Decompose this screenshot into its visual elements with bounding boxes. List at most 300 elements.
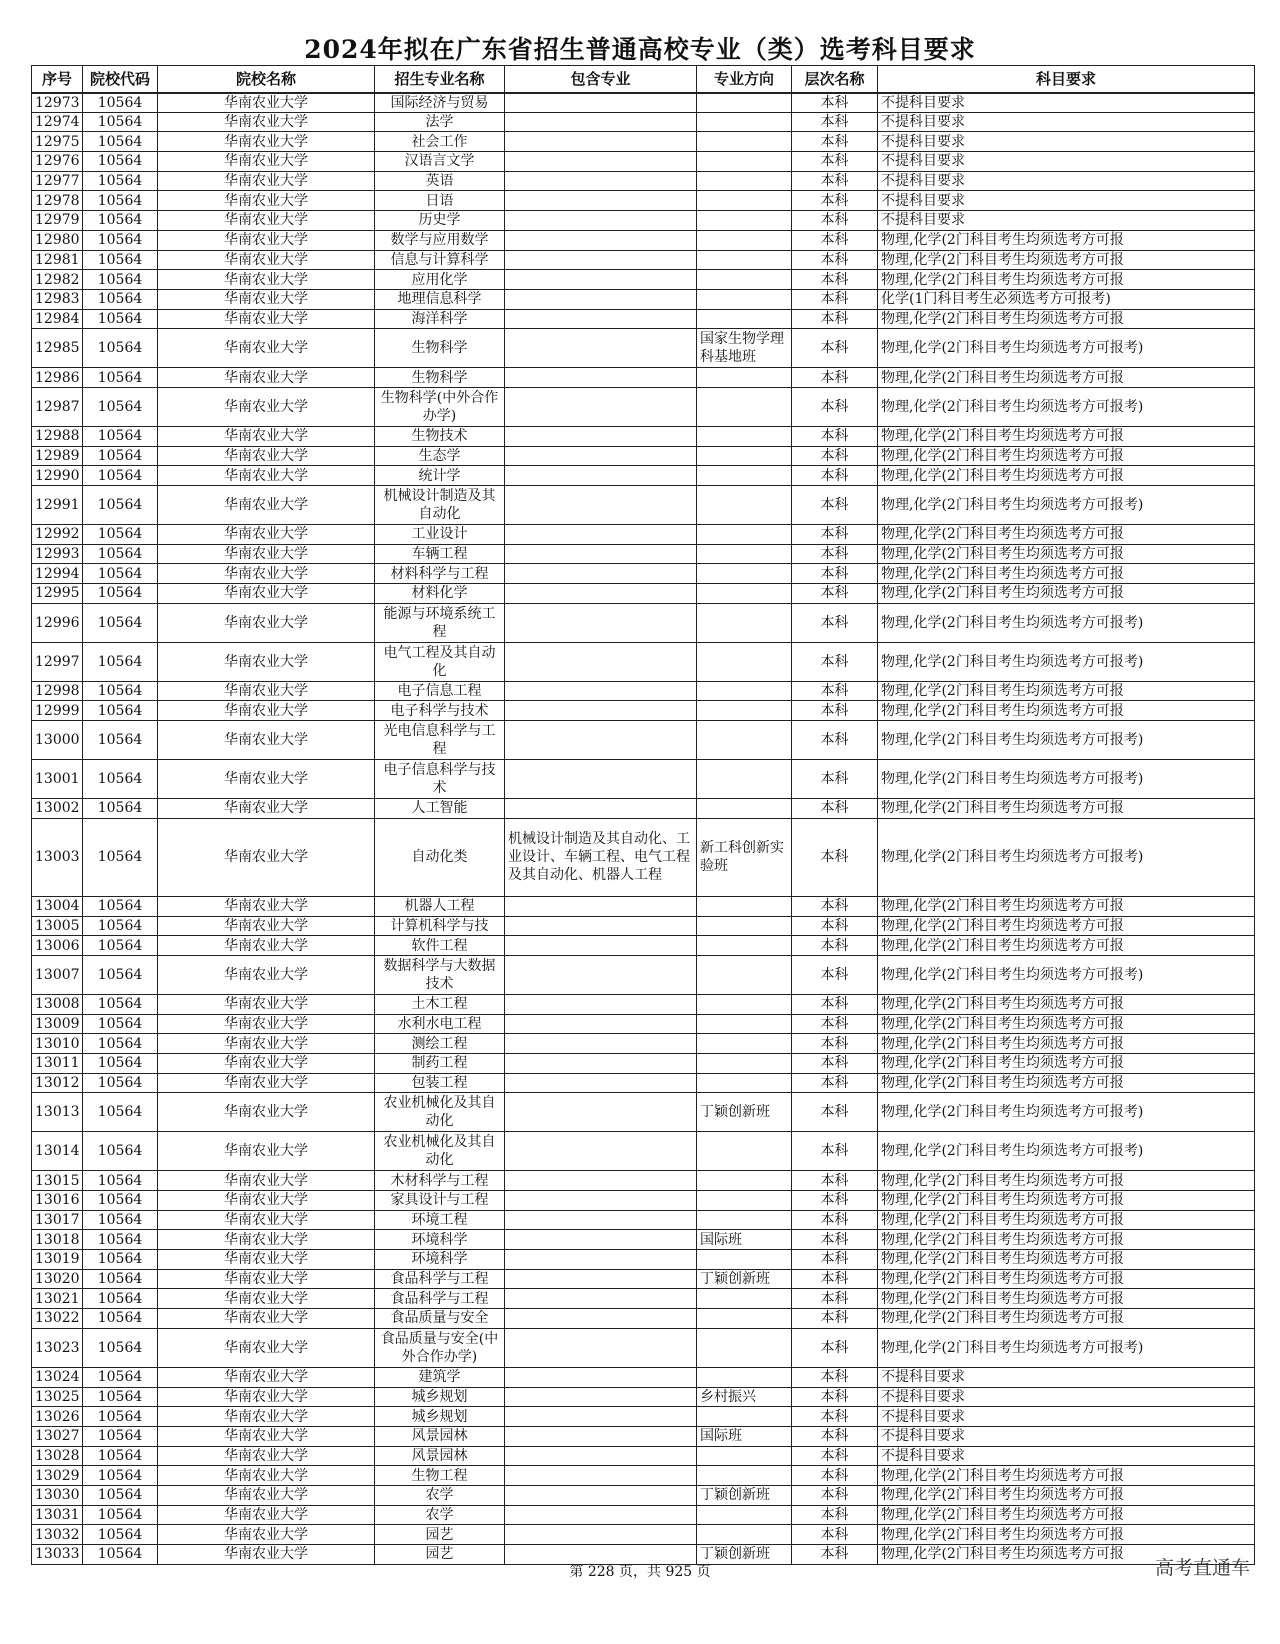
table-cell <box>697 896 792 916</box>
table-cell: 12974 <box>32 112 83 132</box>
table-cell: 丁颖创新班 <box>697 1485 792 1505</box>
table-cell: 环境工程 <box>375 1210 505 1230</box>
table-cell: 物理,化学(2门科目考生均须选考方可报考) <box>878 387 1255 426</box>
table-cell <box>505 191 697 211</box>
table-cell <box>697 936 792 956</box>
table-cell: 物理,化学(2门科目考生均须选考方可报考) <box>878 1132 1255 1171</box>
table-cell: 物理,化学(2门科目考生均须选考方可报 <box>878 584 1255 604</box>
table-cell: 物理,化学(2门科目考生均须选考方可报考) <box>878 721 1255 760</box>
table-cell <box>505 936 697 956</box>
table-cell: 英语 <box>375 171 505 191</box>
table-cell: 华南农业大学 <box>158 1387 375 1407</box>
table-cell: 本科 <box>792 93 878 113</box>
table-cell: 10564 <box>83 1210 158 1230</box>
table-cell: 生物科学 <box>375 368 505 388</box>
table-cell: 13014 <box>32 1132 83 1171</box>
table-cell: 车辆工程 <box>375 544 505 564</box>
table-cell: 物理,化学(2门科目考生均须选考方可报 <box>878 681 1255 701</box>
table-cell: 物理,化学(2门科目考生均须选考方可报 <box>878 1053 1255 1073</box>
table-cell <box>505 309 697 329</box>
table-cell <box>505 387 697 426</box>
table-cell <box>697 525 792 545</box>
table-cell: 10564 <box>83 818 158 896</box>
table-cell: 本科 <box>792 936 878 956</box>
table-cell: 电子信息工程 <box>375 681 505 701</box>
table-cell: 本科 <box>792 818 878 896</box>
table-cell: 本科 <box>792 1545 878 1565</box>
table-cell <box>505 132 697 152</box>
page-title: 2024年拟在广东省招生普通高校专业（类）选考科目要求 <box>304 35 976 64</box>
table-row <box>32 368 1255 388</box>
table-cell: 本科 <box>792 1269 878 1289</box>
table-cell <box>697 1014 792 1034</box>
table-cell: 本科 <box>792 1328 878 1367</box>
table-row <box>32 818 1255 896</box>
table-cell: 华南农业大学 <box>158 191 375 211</box>
table-cell: 物理,化学(2门科目考生均须选考方可报 <box>878 1545 1255 1565</box>
table-cell: 国际班 <box>697 1230 792 1250</box>
table-cell: 法学 <box>375 112 505 132</box>
table-cell: 12978 <box>32 191 83 211</box>
table-cell: 本科 <box>792 721 878 760</box>
table-cell <box>697 1367 792 1387</box>
table-cell: 本科 <box>792 544 878 564</box>
table-cell: 本科 <box>792 799 878 819</box>
table-cell: 本科 <box>792 250 878 270</box>
table-cell: 物理,化学(2门科目考生均须选考方可报 <box>878 564 1255 584</box>
table-cell: 华南农业大学 <box>158 230 375 250</box>
table-cell <box>505 1505 697 1525</box>
table-cell: 本科 <box>792 1014 878 1034</box>
table-row <box>32 1230 1255 1250</box>
col-header: 序号 <box>32 66 83 93</box>
table-row <box>32 1014 1255 1034</box>
table-cell: 本科 <box>792 603 878 642</box>
table-cell <box>505 112 697 132</box>
table-cell <box>505 1230 697 1250</box>
table-cell: 本科 <box>792 642 878 681</box>
table-cell: 13021 <box>32 1289 83 1309</box>
table-cell: 10564 <box>83 603 158 642</box>
table-row <box>32 955 1255 994</box>
table-cell <box>505 994 697 1014</box>
table-cell: 10564 <box>83 1073 158 1093</box>
table-cell: 物理,化学(2门科目考生均须选考方可报考) <box>878 642 1255 681</box>
table-cell: 13027 <box>32 1426 83 1446</box>
table-cell: 12984 <box>32 309 83 329</box>
table-cell: 农业机械化及其自动化 <box>375 1132 505 1171</box>
table-cell: 华南农业大学 <box>158 289 375 309</box>
table-cell: 华南农业大学 <box>158 171 375 191</box>
table-cell: 地理信息科学 <box>375 289 505 309</box>
table-cell: 华南农业大学 <box>158 994 375 1014</box>
table-cell: 物理,化学(2门科目考生均须选考方可报考) <box>878 955 1255 994</box>
table-cell: 家具设计与工程 <box>375 1191 505 1211</box>
table-cell: 本科 <box>792 1367 878 1387</box>
table-cell: 13002 <box>32 799 83 819</box>
col-header: 院校名称 <box>158 66 375 93</box>
table-cell: 华南农业大学 <box>158 603 375 642</box>
table-cell: 13013 <box>32 1093 83 1132</box>
table-cell <box>697 1446 792 1466</box>
table-cell: 华南农业大学 <box>158 1426 375 1446</box>
table-cell: 华南农业大学 <box>158 1367 375 1387</box>
table-cell: 环境科学 <box>375 1230 505 1250</box>
table-cell: 13016 <box>32 1191 83 1211</box>
table-cell: 物理,化学(2门科目考生均须选考方可报 <box>878 309 1255 329</box>
table-cell: 木材科学与工程 <box>375 1171 505 1191</box>
table-cell <box>505 760 697 799</box>
table-cell <box>697 681 792 701</box>
table-cell: 环境科学 <box>375 1250 505 1270</box>
table-cell <box>505 896 697 916</box>
table-cell <box>697 1053 792 1073</box>
table-cell <box>697 112 792 132</box>
table-cell: 不提科目要求 <box>878 132 1255 152</box>
table-cell: 物理,化学(2门科目考生均须选考方可报 <box>878 1525 1255 1545</box>
table-cell: 华南农业大学 <box>158 132 375 152</box>
table-cell: 10564 <box>83 896 158 916</box>
table-row <box>32 132 1255 152</box>
table-cell: 12990 <box>32 466 83 486</box>
table-row <box>32 1034 1255 1054</box>
table-cell: 丁颖创新班 <box>697 1269 792 1289</box>
table-cell: 华南农业大学 <box>158 818 375 896</box>
table-cell: 华南农业大学 <box>158 1210 375 1230</box>
table-row <box>32 1466 1255 1486</box>
table-cell: 不提科目要求 <box>878 1387 1255 1407</box>
table-cell <box>697 1034 792 1054</box>
table-cell: 本科 <box>792 1485 878 1505</box>
table-cell <box>697 1407 792 1427</box>
table-cell: 华南农业大学 <box>158 955 375 994</box>
table-row <box>32 152 1255 172</box>
table-row <box>32 250 1255 270</box>
table-cell: 本科 <box>792 466 878 486</box>
table-row <box>32 1426 1255 1446</box>
table-cell: 华南农业大学 <box>158 936 375 956</box>
table-cell: 13008 <box>32 994 83 1014</box>
table-cell <box>505 270 697 290</box>
table-row <box>32 1505 1255 1525</box>
table-cell: 13024 <box>32 1367 83 1387</box>
table-row <box>32 760 1255 799</box>
table-cell: 生物科学 <box>375 329 505 368</box>
table-cell: 13009 <box>32 1014 83 1034</box>
table-cell: 不提科目要求 <box>878 112 1255 132</box>
table-row <box>32 309 1255 329</box>
table-cell <box>505 446 697 466</box>
table-cell: 不提科目要求 <box>878 171 1255 191</box>
table-cell <box>697 701 792 721</box>
table-cell: 计算机科学与技 <box>375 916 505 936</box>
table-cell: 10564 <box>83 368 158 388</box>
table-cell: 物理,化学(2门科目考生均须选考方可报 <box>878 1191 1255 1211</box>
table-cell: 国家生物学理科基地班 <box>697 329 792 368</box>
table-cell: 12999 <box>32 701 83 721</box>
table-cell: 13000 <box>32 721 83 760</box>
table-cell: 华南农业大学 <box>158 1328 375 1367</box>
table-cell <box>505 603 697 642</box>
table-cell: 本科 <box>792 1210 878 1230</box>
table-cell: 本科 <box>792 701 878 721</box>
table-cell: 社会工作 <box>375 132 505 152</box>
table-cell <box>505 1289 697 1309</box>
table-row <box>32 584 1255 604</box>
table-row <box>32 1407 1255 1427</box>
table-cell: 10564 <box>83 1446 158 1466</box>
table-row <box>32 1073 1255 1093</box>
table-cell: 10564 <box>83 1191 158 1211</box>
table-cell <box>505 466 697 486</box>
table-cell: 华南农业大学 <box>158 1014 375 1034</box>
table-cell: 10564 <box>83 1230 158 1250</box>
table-cell: 10564 <box>83 1466 158 1486</box>
table-cell: 10564 <box>83 466 158 486</box>
table-cell: 物理,化学(2门科目考生均须选考方可报 <box>878 701 1255 721</box>
table-cell: 10564 <box>83 250 158 270</box>
table-cell: 本科 <box>792 1309 878 1329</box>
table-cell <box>505 1191 697 1211</box>
table-cell: 13025 <box>32 1387 83 1407</box>
table-cell: 本科 <box>792 1426 878 1446</box>
table-cell: 13023 <box>32 1328 83 1367</box>
table-cell <box>697 486 792 525</box>
table-cell: 10564 <box>83 544 158 564</box>
table-cell: 光电信息科学与工程 <box>375 721 505 760</box>
table-row <box>32 191 1255 211</box>
table-cell <box>697 955 792 994</box>
table-cell: 13029 <box>32 1466 83 1486</box>
table-cell: 13015 <box>32 1171 83 1191</box>
table-row <box>32 603 1255 642</box>
table-cell <box>697 1191 792 1211</box>
table-cell: 12991 <box>32 486 83 525</box>
table-row <box>32 896 1255 916</box>
table-cell: 10564 <box>83 1053 158 1073</box>
table-cell: 12987 <box>32 387 83 426</box>
table-cell <box>505 1269 697 1289</box>
table-cell: 物理,化学(2门科目考生均须选考方可报考) <box>878 760 1255 799</box>
table-cell <box>505 544 697 564</box>
table-cell: 华南农业大学 <box>158 525 375 545</box>
table-cell <box>505 1328 697 1367</box>
table-cell: 生态学 <box>375 446 505 466</box>
table-cell: 数学与应用数学 <box>375 230 505 250</box>
table-cell <box>697 230 792 250</box>
table-cell <box>697 93 792 113</box>
table-cell: 华南农业大学 <box>158 544 375 564</box>
table-cell: 10564 <box>83 681 158 701</box>
table-cell: 物理,化学(2门科目考生均须选考方可报 <box>878 544 1255 564</box>
table-row <box>32 701 1255 721</box>
table-cell: 13003 <box>32 818 83 896</box>
table-cell: 华南农业大学 <box>158 681 375 701</box>
table-cell: 本科 <box>792 329 878 368</box>
table-cell: 10564 <box>83 760 158 799</box>
table-cell: 物理,化学(2门科目考生均须选考方可报 <box>878 466 1255 486</box>
table-cell: 水利水电工程 <box>375 1014 505 1034</box>
table-cell: 本科 <box>792 564 878 584</box>
table-cell: 华南农业大学 <box>158 799 375 819</box>
table-cell: 12973 <box>32 93 83 113</box>
table-cell: 华南农业大学 <box>158 642 375 681</box>
table-cell <box>505 211 697 231</box>
table-cell <box>505 525 697 545</box>
table-cell <box>697 368 792 388</box>
table-cell: 电气工程及其自动化 <box>375 642 505 681</box>
table-cell: 农学 <box>375 1505 505 1525</box>
table-cell: 本科 <box>792 1093 878 1132</box>
table-cell: 园艺 <box>375 1525 505 1545</box>
table-cell: 材料化学 <box>375 584 505 604</box>
table-cell: 华南农业大学 <box>158 211 375 231</box>
table-row <box>32 171 1255 191</box>
table-cell: 10564 <box>83 1485 158 1505</box>
table-cell: 华南农业大学 <box>158 916 375 936</box>
table-cell <box>697 270 792 290</box>
table-cell: 华南农业大学 <box>158 1407 375 1427</box>
table-cell <box>505 230 697 250</box>
table-cell: 10564 <box>83 230 158 250</box>
table-row <box>32 1446 1255 1466</box>
table-cell: 华南农业大学 <box>158 309 375 329</box>
table-cell: 物理,化学(2门科目考生均须选考方可报 <box>878 368 1255 388</box>
table-cell: 机器人工程 <box>375 896 505 916</box>
table-row <box>32 525 1255 545</box>
table-cell: 10564 <box>83 191 158 211</box>
table-cell: 10564 <box>83 642 158 681</box>
table-cell: 本科 <box>792 426 878 446</box>
table-cell: 本科 <box>792 1387 878 1407</box>
table-cell <box>505 1132 697 1171</box>
table-cell: 物理,化学(2门科目考生均须选考方可报 <box>878 270 1255 290</box>
table-cell <box>505 1309 697 1329</box>
table-row <box>32 1210 1255 1230</box>
table-cell <box>697 387 792 426</box>
table-cell: 华南农业大学 <box>158 1269 375 1289</box>
table-cell: 物理,化学(2门科目考生均须选考方可报 <box>878 446 1255 466</box>
table-cell <box>505 681 697 701</box>
table-cell: 日语 <box>375 191 505 211</box>
table-cell: 物理,化学(2门科目考生均须选考方可报 <box>878 1269 1255 1289</box>
table-cell: 12977 <box>32 171 83 191</box>
table-row <box>32 936 1255 956</box>
table-cell: 13028 <box>32 1446 83 1466</box>
table-cell <box>697 1210 792 1230</box>
table-cell <box>697 1466 792 1486</box>
table-cell: 13026 <box>32 1407 83 1427</box>
table-cell: 10564 <box>83 152 158 172</box>
table-cell: 10564 <box>83 1426 158 1446</box>
table-cell: 10564 <box>83 799 158 819</box>
table-cell: 华南农业大学 <box>158 446 375 466</box>
table-cell: 13017 <box>32 1210 83 1230</box>
table-cell: 12982 <box>32 270 83 290</box>
col-header: 专业方向 <box>697 66 792 93</box>
table-cell <box>505 701 697 721</box>
table-cell <box>505 1466 697 1486</box>
table-cell: 机械设计制造及其自动化、工业设计、车辆工程、电气工程及其自动化、机器人工程 <box>505 818 697 896</box>
table-cell <box>505 1387 697 1407</box>
table-cell: 本科 <box>792 446 878 466</box>
table-cell <box>505 584 697 604</box>
table-cell: 信息与计算科学 <box>375 250 505 270</box>
table-cell: 华南农业大学 <box>158 387 375 426</box>
table-cell: 华南农业大学 <box>158 1525 375 1545</box>
table-cell: 华南农业大学 <box>158 152 375 172</box>
table-cell: 本科 <box>792 955 878 994</box>
table-cell: 华南农业大学 <box>158 1545 375 1565</box>
table-row <box>32 1328 1255 1367</box>
table-cell <box>697 721 792 760</box>
table-cell <box>697 191 792 211</box>
table-row <box>32 799 1255 819</box>
table-row <box>32 994 1255 1014</box>
table-row <box>32 1309 1255 1329</box>
table-cell <box>697 446 792 466</box>
table-cell: 10564 <box>83 701 158 721</box>
table-row <box>32 1191 1255 1211</box>
table-cell: 本科 <box>792 994 878 1014</box>
table-cell <box>697 603 792 642</box>
table-cell: 本科 <box>792 230 878 250</box>
table-row <box>32 564 1255 584</box>
table-cell: 物理,化学(2门科目考生均须选考方可报考) <box>878 603 1255 642</box>
table-cell: 华南农业大学 <box>158 1230 375 1250</box>
table-cell: 物理,化学(2门科目考生均须选考方可报 <box>878 1171 1255 1191</box>
table-cell: 统计学 <box>375 466 505 486</box>
table-cell: 10564 <box>83 1034 158 1054</box>
table-cell: 物理,化学(2门科目考生均须选考方可报 <box>878 525 1255 545</box>
table-cell: 物理,化学(2门科目考生均须选考方可报 <box>878 250 1255 270</box>
table-cell <box>505 1210 697 1230</box>
table-cell: 10564 <box>83 1171 158 1191</box>
table-cell <box>505 1426 697 1446</box>
table-cell: 10564 <box>83 1367 158 1387</box>
table-cell: 华南农业大学 <box>158 1191 375 1211</box>
table-cell: 电子科学与技术 <box>375 701 505 721</box>
table-cell: 12988 <box>32 426 83 446</box>
table-cell: 10564 <box>83 270 158 290</box>
table-cell: 华南农业大学 <box>158 1171 375 1191</box>
table-cell: 12993 <box>32 544 83 564</box>
table-cell: 本科 <box>792 525 878 545</box>
col-header: 包含专业 <box>505 66 697 93</box>
table-cell: 本科 <box>792 1505 878 1525</box>
table-cell: 华南农业大学 <box>158 1485 375 1505</box>
table-cell <box>505 799 697 819</box>
table-cell <box>697 1171 792 1191</box>
table-cell <box>697 799 792 819</box>
table-cell: 华南农业大学 <box>158 564 375 584</box>
table-cell: 12980 <box>32 230 83 250</box>
table-cell: 本科 <box>792 1191 878 1211</box>
table-row <box>32 681 1255 701</box>
table-cell: 物理,化学(2门科目考生均须选考方可报 <box>878 426 1255 446</box>
table-cell: 10564 <box>83 289 158 309</box>
table-cell: 风景园林 <box>375 1446 505 1466</box>
table-cell: 10564 <box>83 721 158 760</box>
table-cell: 华南农业大学 <box>158 329 375 368</box>
table-cell <box>697 994 792 1014</box>
table-cell: 生物科学(中外合作办学) <box>375 387 505 426</box>
table-cell: 10564 <box>83 329 158 368</box>
table-cell <box>505 564 697 584</box>
table-cell: 13006 <box>32 936 83 956</box>
table-cell: 物理,化学(2门科目考生均须选考方可报考) <box>878 818 1255 896</box>
col-header: 招生专业名称 <box>375 66 505 93</box>
